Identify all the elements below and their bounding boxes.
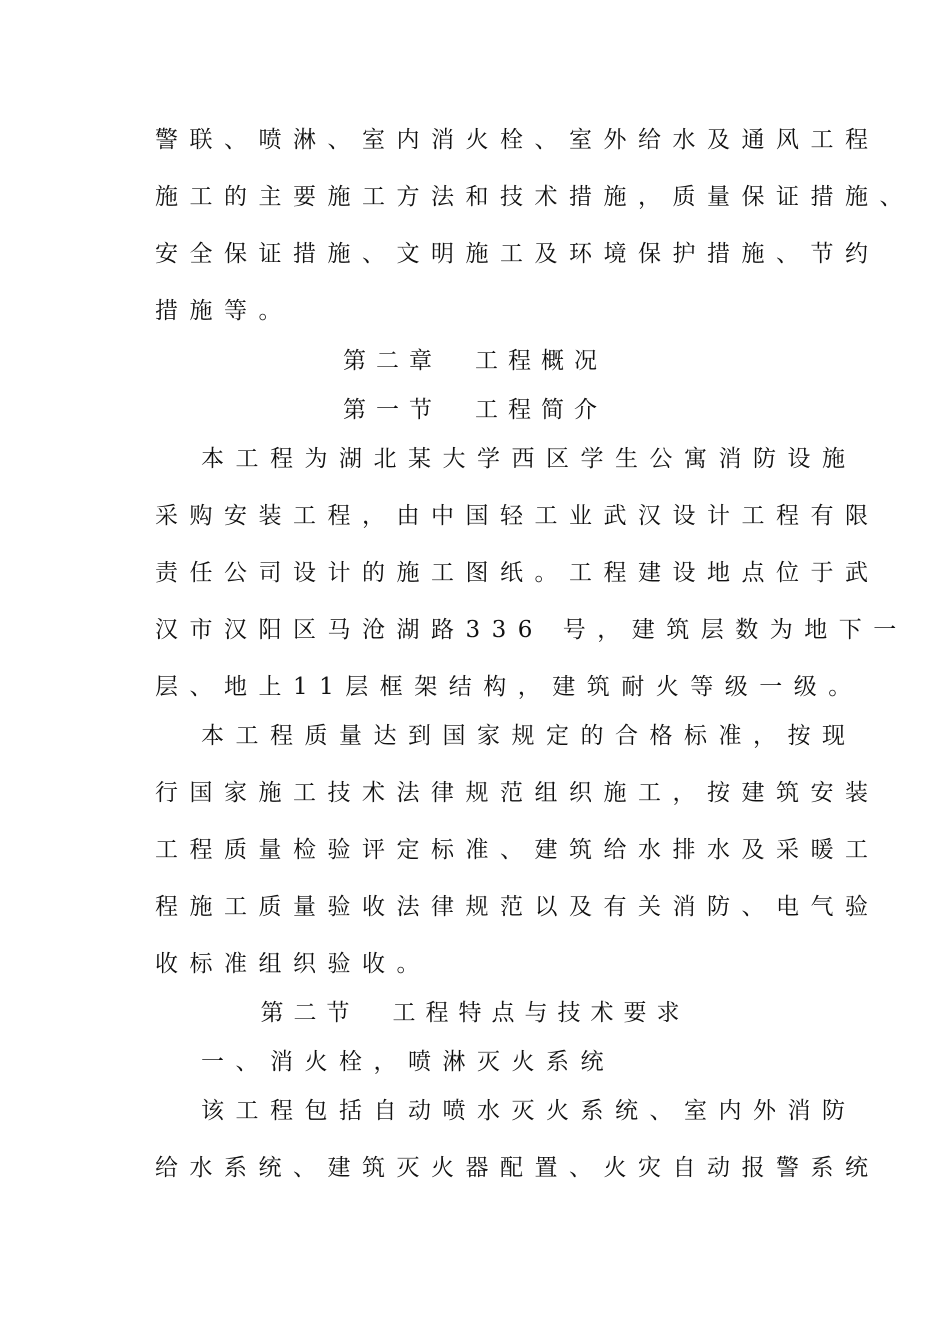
paragraph-line: 本工程为湖北某大学西区学生公寓消防设施 — [201, 446, 857, 472]
paragraph-line: 采购安装工程，由中国轻工业武汉设计工程有限 — [155, 503, 880, 529]
text-line: 安全保证措施、文明施工及环境保护措施、节约 — [155, 241, 880, 267]
paragraph-line: 工程质量检验评定标准、建筑给水排水及采暖工 — [155, 837, 880, 863]
paragraph-line: 责任公司设计的施工图纸。工程建设地点位于武 — [155, 560, 880, 586]
text-line: 施工的主要施工方法和技术措施，质量保证措施、 — [155, 184, 914, 210]
subsection-heading: 一、消火栓，喷淋灭火系统 — [201, 1049, 615, 1075]
section-heading: 第二节 工程特点与技术要求 — [260, 1000, 690, 1026]
paragraph-line: 汉市汉阳区马沧湖路336 号，建筑层数为地下一 — [155, 617, 908, 643]
text-line: 措施等。 — [155, 298, 293, 324]
paragraph-line: 程施工质量验收法律规范以及有关消防、电气验 — [155, 894, 880, 920]
section-heading: 第一节 工程简介 — [343, 397, 607, 423]
paragraph-line: 行国家施工技术法律规范组织施工，按建筑安装 — [155, 780, 880, 806]
paragraph-line: 该工程包括自动喷水灭火系统、室内外消防 — [201, 1098, 857, 1124]
paragraph-line: 本工程质量达到国家规定的合格标准，按现 — [201, 723, 857, 749]
paragraph-line: 收标准组织验收。 — [155, 951, 431, 977]
paragraph-line: 层、地上11层框架结构，建筑耐火等级一级。 — [155, 674, 863, 700]
chapter-heading: 第二章 工程概况 — [343, 348, 607, 374]
text-line: 警联、喷淋、室内消火栓、室外给水及通风工程 — [155, 127, 880, 153]
paragraph-line: 给水系统、建筑灭火器配置、火灾自动报警系统 — [155, 1155, 880, 1181]
